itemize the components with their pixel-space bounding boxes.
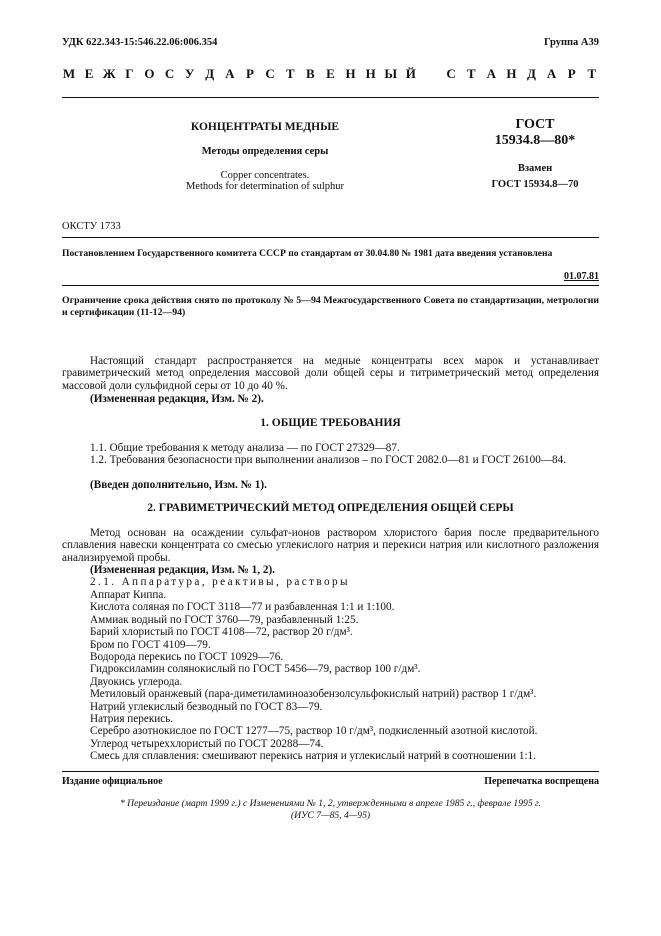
interstate-standard-banner <box>62 66 599 82</box>
banner-letter: В <box>305 66 315 81</box>
reagent-item: Барий хлористый по ГОСТ 4108—72, раствор 20 г/дм³. <box>90 626 353 639</box>
reissue-note-line1: * Переиздание (март 1999 г.) с Изменениями № 1, 2, утвержденными в апреле 1985 г., феврале 1995 г. <box>119 798 542 809</box>
section-1-item-1: 1.1. Общие требования к методу анализа — по ГОСТ 27329—87. <box>90 442 400 454</box>
section-1-amendment-note: (Введен дополнительно, Изм. № 1). <box>90 479 267 491</box>
banner-letter: С <box>446 66 456 81</box>
reagents-list <box>62 589 599 763</box>
banner-letter: Н <box>345 66 356 81</box>
banner-letter: У <box>184 66 195 81</box>
decree-rule <box>62 285 599 286</box>
introduction-date: 01.07.81 <box>564 271 599 282</box>
banner-letter: Т <box>466 66 476 81</box>
banner-letter: А <box>546 66 557 81</box>
top-rule <box>62 97 599 98</box>
reagent-item: Аппарат Киппа. <box>90 589 167 601</box>
document-subtitle: Методы определения серы <box>201 146 329 157</box>
banner-letter: С <box>164 66 175 81</box>
banner-letter: С <box>265 66 275 81</box>
banner-letter: Т <box>587 66 597 81</box>
reagent-item: Натрия перекись. <box>90 713 174 726</box>
reprint-prohibited-label: Перепечатка воспрещена <box>484 776 599 787</box>
reagent-item: Аммиак водный по ГОСТ 3760—79, разбавленный 1:25. <box>90 613 359 626</box>
decree-text: Постановлением Государственного комитета СССР по стандартам от 30.04.80 № 1981 дата введения установлена <box>62 248 553 259</box>
banner-letter: А <box>486 66 496 81</box>
section-2-amendment-note: (Измененная редакция, Изм. № 1, 2). <box>90 564 275 576</box>
section-1-title: 1. ОБЩИЕ ТРЕБОВАНИЯ <box>260 417 401 429</box>
okstu-code: ОКСТУ 1733 <box>62 221 121 232</box>
english-title-line2: Methods for determination of sulphur <box>185 181 345 192</box>
banner-letter: Е <box>326 66 335 81</box>
banner-letter: Й <box>405 66 416 81</box>
reagent-item: Бром по ГОСТ 4109—79. <box>90 638 211 651</box>
footer-rule <box>62 771 599 772</box>
replaces-standard: ГОСТ 15934.8—70 <box>491 179 579 190</box>
banner-letter: М <box>62 66 76 81</box>
intro-paragraph: Настоящий стандарт распространяется на медные концентраты всех марок и устанавливает гравиметрический метод определения массовой доли общей серы и титриметрический метод определения массовой доли сульфидной серы от 10 до 40 %. <box>62 355 599 392</box>
section-2-1-title: 2.1. Аппаратура, реактивы, растворы <box>90 576 350 588</box>
gost-block <box>470 117 600 190</box>
reagent-item: Метиловый оранжевый (пара-диметиламиноазобензолсульфокислый натрий) раствор 1 г/дм³. <box>90 688 537 701</box>
section-2-title: 2. ГРАВИМЕТРИЧЕСКИЙ МЕТОД ОПРЕДЕЛЕНИЯ ОБЩЕЙ СЕРЫ <box>147 502 514 514</box>
official-edition-label: Издание официальное <box>62 776 163 787</box>
limitation-text: Ограничение срока действия снято по протоколу № 5—94 Межгосударственного Совета по стандартизации, метрологии и сертификации (11-12—94) <box>62 295 599 318</box>
banner-letter: А <box>225 66 235 81</box>
reagent-item: Кислота соляная по ГОСТ 3118—77 и разбавленная 1:1 и 1:100. <box>90 601 395 614</box>
replaces-label: Взамен <box>517 163 553 174</box>
banner-letter: Н <box>365 66 376 81</box>
banner-letter: Д <box>527 66 536 81</box>
reagent-item: Гидроксиламин солянокислый по ГОСТ 5456—79, раствор 100 г/дм³. <box>90 663 421 676</box>
group-code: Группа А39 <box>543 37 599 48</box>
banner-letter: Ы <box>384 66 398 81</box>
banner-letter: Ж <box>102 66 116 81</box>
gost-label: ГОСТ <box>515 117 555 132</box>
reagent-item: Серебро азотнокислое по ГОСТ 1277—75, раствор 10 г/дм³, подкисленный азотной кислотой. <box>90 725 538 738</box>
reagent-item: Смесь для сплавления: смешивают перекись натрия и углекислый натрий в соотношении 1:1. <box>90 750 536 763</box>
banner-letter: Г <box>125 66 134 81</box>
banner-letter: Т <box>285 66 295 81</box>
document-title: КОНЦЕНТРАТЫ МЕДНЫЕ <box>190 121 340 133</box>
section-2-method-paragraph: Метод основан на осаждении сульфат-ионов раствором хлористого бария после предварительного сплавления навески концентрата со смесью углекислого натрия и перекиси натрия или кислотного разложения анализируемой пробы. <box>62 527 599 564</box>
english-title-line1: Copper concentrates. <box>220 170 310 181</box>
okstu-rule <box>62 237 599 238</box>
udk-code: УДК 622.343-15:546.22.06:006.354 <box>62 37 218 48</box>
title-block <box>150 121 380 192</box>
reagent-item: Углерод четыреххлористый по ГОСТ 20288—74. <box>90 737 324 750</box>
banner-letter: Р <box>567 66 576 81</box>
gost-number: 15934.8—80* <box>494 133 576 148</box>
banner-letter: Д <box>205 66 215 81</box>
banner-letter: Н <box>506 66 517 81</box>
reagent-item: Водорода перекись по ГОСТ 10929—76. <box>90 651 284 664</box>
banner-gap <box>424 66 438 82</box>
reagent-item: Натрий углекислый безводный по ГОСТ 83—79. <box>90 700 323 713</box>
banner-letter: Е <box>84 66 94 81</box>
intro-amendment-note: (Измененная редакция, Изм. № 2). <box>90 393 264 405</box>
banner-letter: О <box>144 66 155 81</box>
reagent-item: Двуокись углерода. <box>90 675 183 688</box>
banner-letter: Р <box>246 66 254 81</box>
reissue-note-line2: (ИУС 7—85, 4—95) <box>290 810 371 821</box>
section-1-item-2: 1.2. Требования безопасности при выполнении анализов – по ГОСТ 2082.0—81 и ГОСТ 26100—84. <box>90 454 566 466</box>
